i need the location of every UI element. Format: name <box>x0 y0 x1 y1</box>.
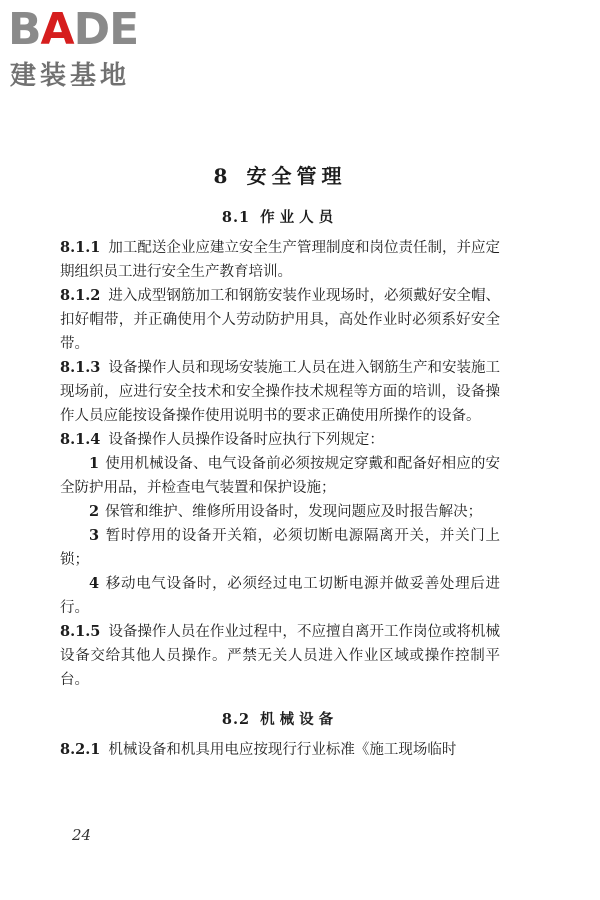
clause-8-1-5 <box>60 620 500 692</box>
item-text: 暂时停用的设备开关箱，必须切断电源隔离开关，并关门上锁； <box>60 528 500 568</box>
section-number: 8.1 <box>221 209 251 226</box>
clause-8-2-1 <box>60 738 500 762</box>
logo-letters-end: DE <box>73 4 139 55</box>
item-number: 1 <box>89 455 100 472</box>
clause-text: 设备操作人员和现场安装施工人员在进入钢筋生产和安装施工现场前，应进行安全技术和安全操作技术规程等方面的培训，设备操作人员应能按设备操作使用说明书的要求正确使用所操作的设备。 <box>60 360 500 424</box>
item-text: 使用机械设备、电气设备前必须按规定穿戴和配备好相应的安全防护用品，并检查电气装置和保护设施； <box>60 456 500 496</box>
list-item <box>60 572 500 620</box>
list-item <box>60 500 500 524</box>
item-text: 保管和维护、维修所用设备时，发现问题应及时报告解决； <box>105 504 483 520</box>
clause-number: 8.1.5 <box>60 623 101 640</box>
clause-number: 8.1.4 <box>60 431 101 448</box>
section-title-8-2 <box>60 708 500 732</box>
list-item <box>60 452 500 500</box>
logo-subtitle: 建装基地 <box>10 61 131 91</box>
clause-8-1-4 <box>60 428 500 452</box>
logo-wordmark <box>8 4 138 56</box>
section-title-text: 作业人员 <box>260 209 339 226</box>
chapter-number: 8 <box>213 164 233 188</box>
section-title-8-1 <box>60 206 500 230</box>
item-number: 2 <box>89 503 100 520</box>
item-number: 4 <box>89 575 100 592</box>
clause-text: 机械设备和机具用电应按现行行业标准《施工现场临时 <box>108 742 457 758</box>
clause-8-1-1 <box>60 236 500 284</box>
section-number: 8.2 <box>221 711 251 728</box>
item-text: 移动电气设备时，必须经过电工切断电源并做妥善处理后进行。 <box>60 576 500 616</box>
clause-8-1-3 <box>60 356 500 428</box>
clause-number: 8.1.2 <box>60 287 101 304</box>
list-item <box>60 524 500 572</box>
clause-text: 设备操作人员操作设备时应执行下列规定： <box>108 432 384 448</box>
page-content <box>60 150 500 762</box>
clause-text: 进入成型钢筋加工和钢筋安装作业现场时，必须戴好安全帽、扣好帽带，并正确使用个人劳动防护用具，高处作业时必须系好安全带。 <box>60 288 500 352</box>
page-number: 24 <box>72 826 92 844</box>
clause-number: 8.1.3 <box>60 359 101 376</box>
item-number: 3 <box>89 527 100 544</box>
section-title-text: 机械设备 <box>260 711 339 728</box>
clause-number: 8.1.1 <box>60 239 101 256</box>
clause-text: 加工配送企业应建立安全生产管理制度和岗位责任制，并应定期组织员工进行安全生产教育培训。 <box>60 240 500 280</box>
bade-logo <box>8 4 178 96</box>
clause-number: 8.2.1 <box>60 741 101 758</box>
chapter-title-text: 安全管理 <box>246 164 347 188</box>
logo-letter-accent: A <box>40 4 74 55</box>
logo-letters-start: B <box>8 4 41 55</box>
chapter-title <box>60 162 500 190</box>
clause-8-1-2 <box>60 284 500 356</box>
clause-text: 设备操作人员在作业过程中，不应擅自离开工作岗位或将机械设备交给其他人员操作。严禁无关人员进入作业区域或操作控制平台。 <box>60 624 500 688</box>
